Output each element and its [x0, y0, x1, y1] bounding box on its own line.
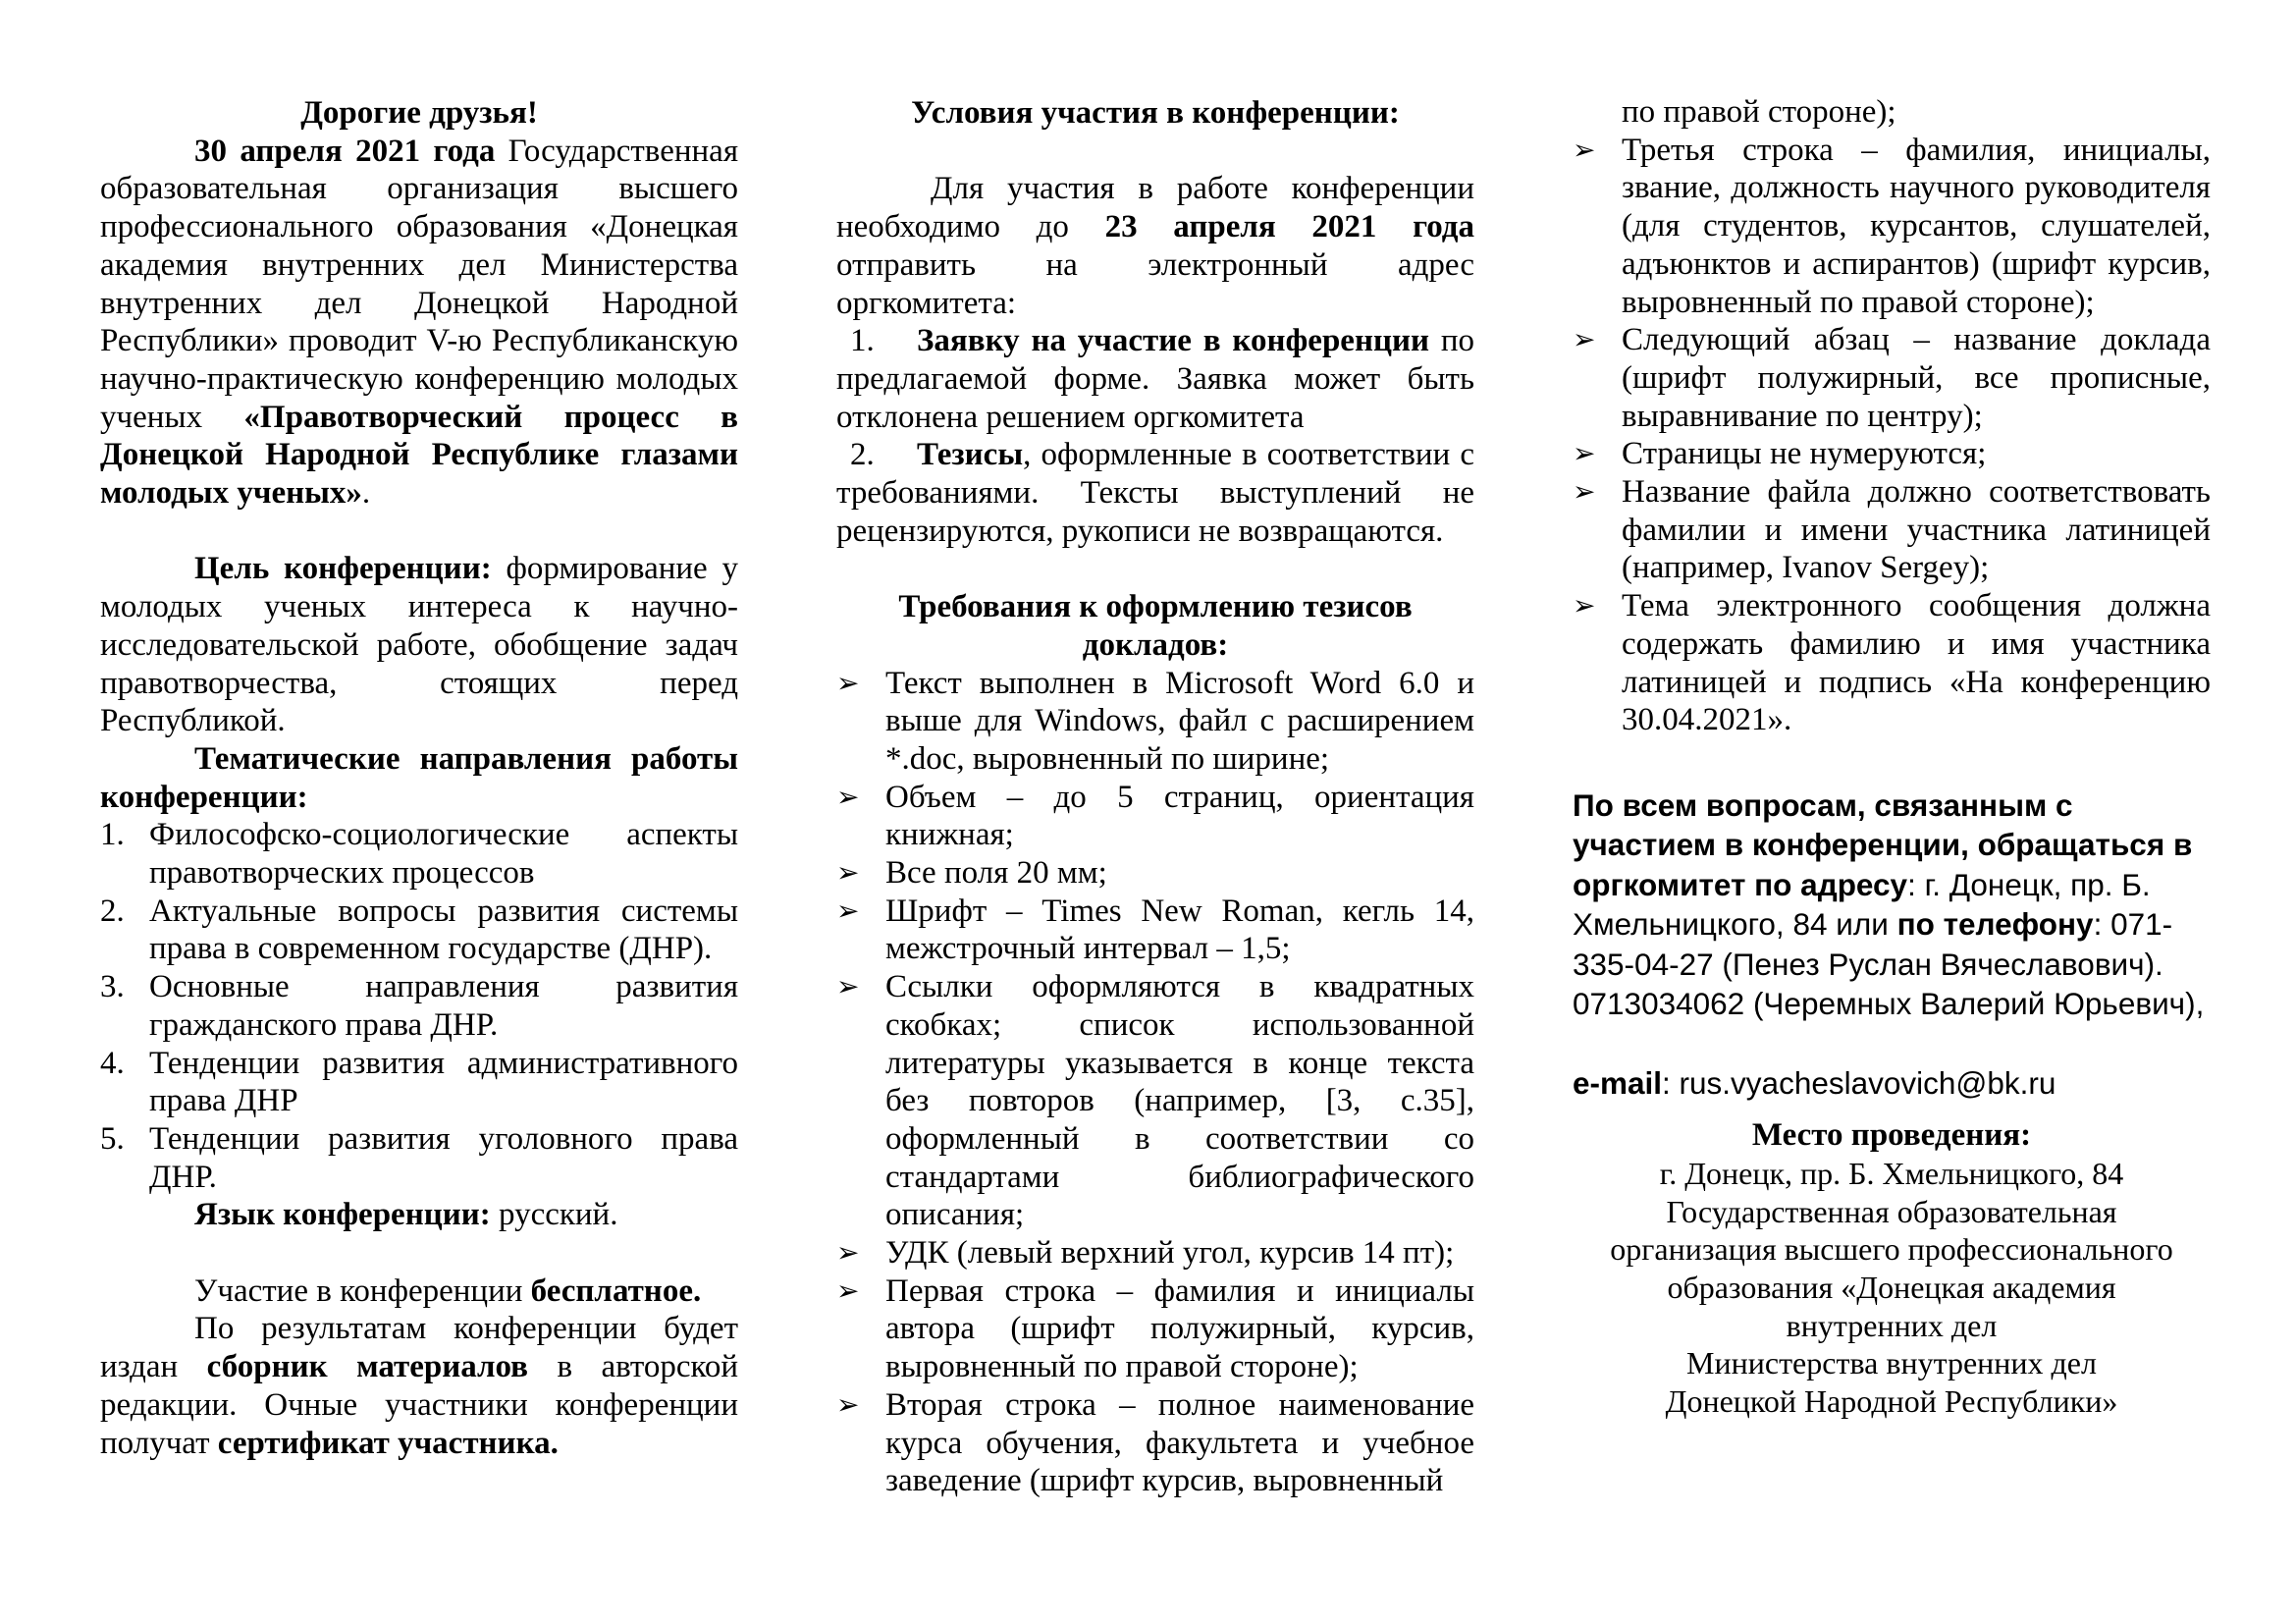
column-left: [100, 94, 738, 1462]
arrow-bullet-icon: ➢: [836, 856, 860, 890]
goal-paragraph: [100, 550, 738, 740]
requirements-list-continued: [1573, 132, 2211, 739]
list-item: [100, 1045, 738, 1120]
list-item: [1573, 132, 2211, 322]
requirement-continued: по правой стороне);: [1622, 94, 1896, 130]
goal-text: формирование у молодых ученых интереса к научно-исследовательской работе, обобщение задач правотворчества, стоящих перед Республикой.: [100, 551, 738, 739]
language-paragraph: [100, 1196, 738, 1234]
condition-item-1: [836, 322, 1474, 436]
results-bold-1: сборник материалов: [206, 1349, 529, 1385]
venue-line: внутренних дел: [1786, 1307, 1998, 1343]
language-text: русский.: [490, 1197, 618, 1233]
column-right: [1573, 93, 2211, 1421]
arrow-bullet-icon: ➢: [1573, 589, 1596, 623]
venue-line: образования «Донецкая академия: [1667, 1269, 2116, 1305]
arrow-bullet-icon: ➢: [1573, 475, 1596, 509]
arrow-bullet-icon: ➢: [836, 1236, 860, 1270]
list-item: [836, 968, 1474, 1234]
arrow-bullet-icon: ➢: [1573, 323, 1596, 356]
conditions-heading: Условия участия в конференции:: [911, 95, 1400, 131]
requirements-list: [836, 665, 1474, 1500]
topic-text: Основные направления развития гражданского права ДНР.: [149, 969, 738, 1043]
topic-number: 5.: [100, 1120, 125, 1157]
requirement-text: Все поля 20 мм;: [885, 855, 1107, 892]
conference-title: «Правотворческий процесс в Донецкой Народной Республике глазами молодых ученых»: [100, 399, 739, 512]
requirement-text: Вторая строка – полное наименование курса обучения, факультета и учебное заведение (шрифт курсив, выровненный: [885, 1386, 1474, 1499]
topics-list: [100, 816, 738, 1196]
arrow-bullet-icon: ➢: [1573, 437, 1596, 470]
arrow-bullet-icon: ➢: [836, 780, 860, 813]
list-item: [836, 1272, 1474, 1386]
results-text-1: По результатам конференции будет издан: [100, 1311, 738, 1385]
list-item: [836, 1234, 1474, 1272]
topic-text: Актуальные вопросы развития системы права в современном государстве (ДНР).: [149, 893, 738, 967]
requirement-text: Название файла должно соответствовать фамилии и имени участника латиницей (например, Ivanov Sergey);: [1622, 474, 2211, 586]
requirement-text: Текст выполнен в Microsoft Word 6.0 и выше для Windows, файл с расширением *.doc, выровненный по ширине;: [885, 665, 1474, 777]
arrow-bullet-icon: ➢: [836, 1273, 860, 1307]
venue-line: Министерства внутренних дел: [1686, 1345, 2097, 1381]
greeting: Дорогие друзья!: [300, 95, 538, 131]
intro-text: Государственная образовательная организация высшего профессионального образования «Донецкая академия внутренних дел Министерства внутренних дел Донецкой Народной Республики» проводит V-ю Республиканскую научно-практическую конференцию молодых ученых: [100, 133, 738, 435]
intro-date: 30 апреля 2021 года: [194, 133, 496, 169]
list-item: [836, 893, 1474, 968]
venue-line: Государственная образовательная: [1666, 1193, 2117, 1229]
fee-paragraph: [100, 1272, 738, 1311]
list-item: [1573, 321, 2211, 435]
email-label: e-mail: [1573, 1064, 1663, 1101]
venue-line: организация высшего профессионального: [1610, 1231, 2173, 1268]
contact-paragraph: [1573, 785, 2211, 1024]
arrow-bullet-icon: ➢: [836, 970, 860, 1003]
list-item: [100, 893, 738, 968]
arrow-bullet-icon: ➢: [836, 1387, 860, 1421]
topic-text: Тенденции развития уголовного права ДНР.: [149, 1120, 738, 1195]
goal-label: Цель конференции:: [194, 551, 492, 587]
requirement-text: Следующий абзац – название доклада (шрифт полужирный, все прописные, выравнивание по центру);: [1622, 322, 2211, 434]
intro-paragraph: [100, 133, 738, 513]
requirement-text: УДК (левый верхний угол, курсив 14 пт);: [885, 1235, 1455, 1272]
conditions-paragraph: [836, 170, 1474, 322]
topic-number: 3.: [100, 969, 125, 1005]
condition-bold: Тезисы: [917, 437, 1024, 473]
requirement-text: Третья строка – фамилия, инициалы, звание, должность научного руководителя (для студентов, курсантов, слушателей, адъюнктов и аспирантов) (шрифт курсив, выровненный по правой стороне);: [1622, 132, 2211, 320]
list-item: [836, 854, 1474, 893]
list-item: [1573, 435, 2211, 473]
email-address[interactable]: : rus.vyacheslavovich@bk.ru: [1662, 1064, 2056, 1101]
contact-bold: По всем вопросам, связанным с участием в конференции, обращаться в оргкомитет по адресу: [1573, 786, 2193, 902]
list-item: [100, 968, 738, 1044]
list-item: [836, 1386, 1474, 1500]
topic-number: 1.: [100, 817, 125, 853]
conference-title-end: .: [361, 475, 371, 512]
venue-block: [1573, 1155, 2211, 1421]
requirement-text: Шрифт – Times New Roman, кегль 14, межстрочный интервал – 1,5;: [885, 893, 1474, 967]
condition-number: 1.: [850, 323, 875, 359]
list-item: [100, 1120, 738, 1196]
arrow-bullet-icon: ➢: [836, 666, 860, 699]
column-middle: [836, 94, 1474, 1500]
topic-number: 2.: [100, 893, 125, 929]
contact-address: : г. Донецк, пр. Б. Хмельницкого, 84 или: [1573, 866, 2151, 943]
list-item: [100, 816, 738, 892]
topic-text: Философско-социологические аспекты правотворческих процессов: [149, 817, 738, 892]
requirement-text: Ссылки оформляются в квадратных скобках; список использованной литературы указывается в конце текста без повторов (например, [3, с.35], оформленный в соответствии со стандартами библиографического описания;: [885, 969, 1474, 1233]
requirement-text: Страницы не нумеруются;: [1622, 436, 1987, 472]
fee-bold: бесплатное.: [530, 1272, 702, 1309]
condition-item-2: [836, 436, 1474, 550]
condition-text: , оформленные в соответствии с требованиями. Тексты выступлений не рецензируются, рукописи не возвращаются.: [836, 437, 1474, 549]
requirement-text: Первая строка – фамилия и инициалы автора (шрифт полужирный, курсив, выровненный по правой стороне);: [885, 1272, 1474, 1385]
topics-heading: Тематические направления работы конференции:: [100, 740, 738, 815]
conditions-text: Для участия в работе конференции необходимо до: [836, 171, 1474, 245]
list-item: [836, 779, 1474, 854]
requirements-heading: Требования к оформлению тезисов докладов:: [898, 589, 1413, 663]
condition-text: по предлагаемой форме. Заявка может быть отклонена решением оргкомитета: [836, 323, 1474, 435]
venue-line: Донецкой Народной Республики»: [1665, 1383, 2118, 1420]
requirement-text: Тема электронного сообщения должна содержать фамилию и имя участника латиницей и подпись «На конференцию 30.04.2021».: [1622, 588, 2211, 738]
deadline-date: 23 апреля 2021 года: [1104, 209, 1474, 245]
email-paragraph: [1573, 1063, 2211, 1104]
contact-phone: : 071-335-04-27 (Пенез Руслан Вячеславович). 0713034062 (Черемных Валерий Юрьевич),: [1573, 906, 2205, 1022]
list-item: [1573, 473, 2211, 587]
requirement-text: Объем – до 5 страниц, ориентация книжная;: [885, 779, 1474, 853]
topic-text: Тенденции развития административного права ДНР: [149, 1045, 738, 1119]
condition-number: 2.: [850, 437, 875, 473]
results-paragraph: [100, 1310, 738, 1462]
venue-heading: Место проведения:: [1751, 1117, 2032, 1154]
list-item: [836, 665, 1474, 779]
fee-text: Участие в конференции: [194, 1272, 531, 1309]
venue-line: г. Донецк, пр. Б. Хмельницкого, 84: [1659, 1155, 2124, 1191]
results-text-2: в авторской редакции. Очные участники конференции получат: [100, 1349, 739, 1461]
conditions-text-end: отправить на электронный адрес оргкомитета:: [836, 246, 1474, 321]
language-label: Язык конференции:: [194, 1197, 491, 1233]
topic-number: 4.: [100, 1045, 125, 1081]
condition-bold: Заявку на участие в конференции: [917, 323, 1430, 359]
arrow-bullet-icon: ➢: [836, 893, 860, 927]
results-bold-2: сертификат участника.: [217, 1425, 559, 1461]
arrow-bullet-icon: ➢: [1573, 133, 1596, 166]
list-item: [1573, 587, 2211, 739]
contact-phone-label: по телефону: [1896, 906, 2094, 943]
